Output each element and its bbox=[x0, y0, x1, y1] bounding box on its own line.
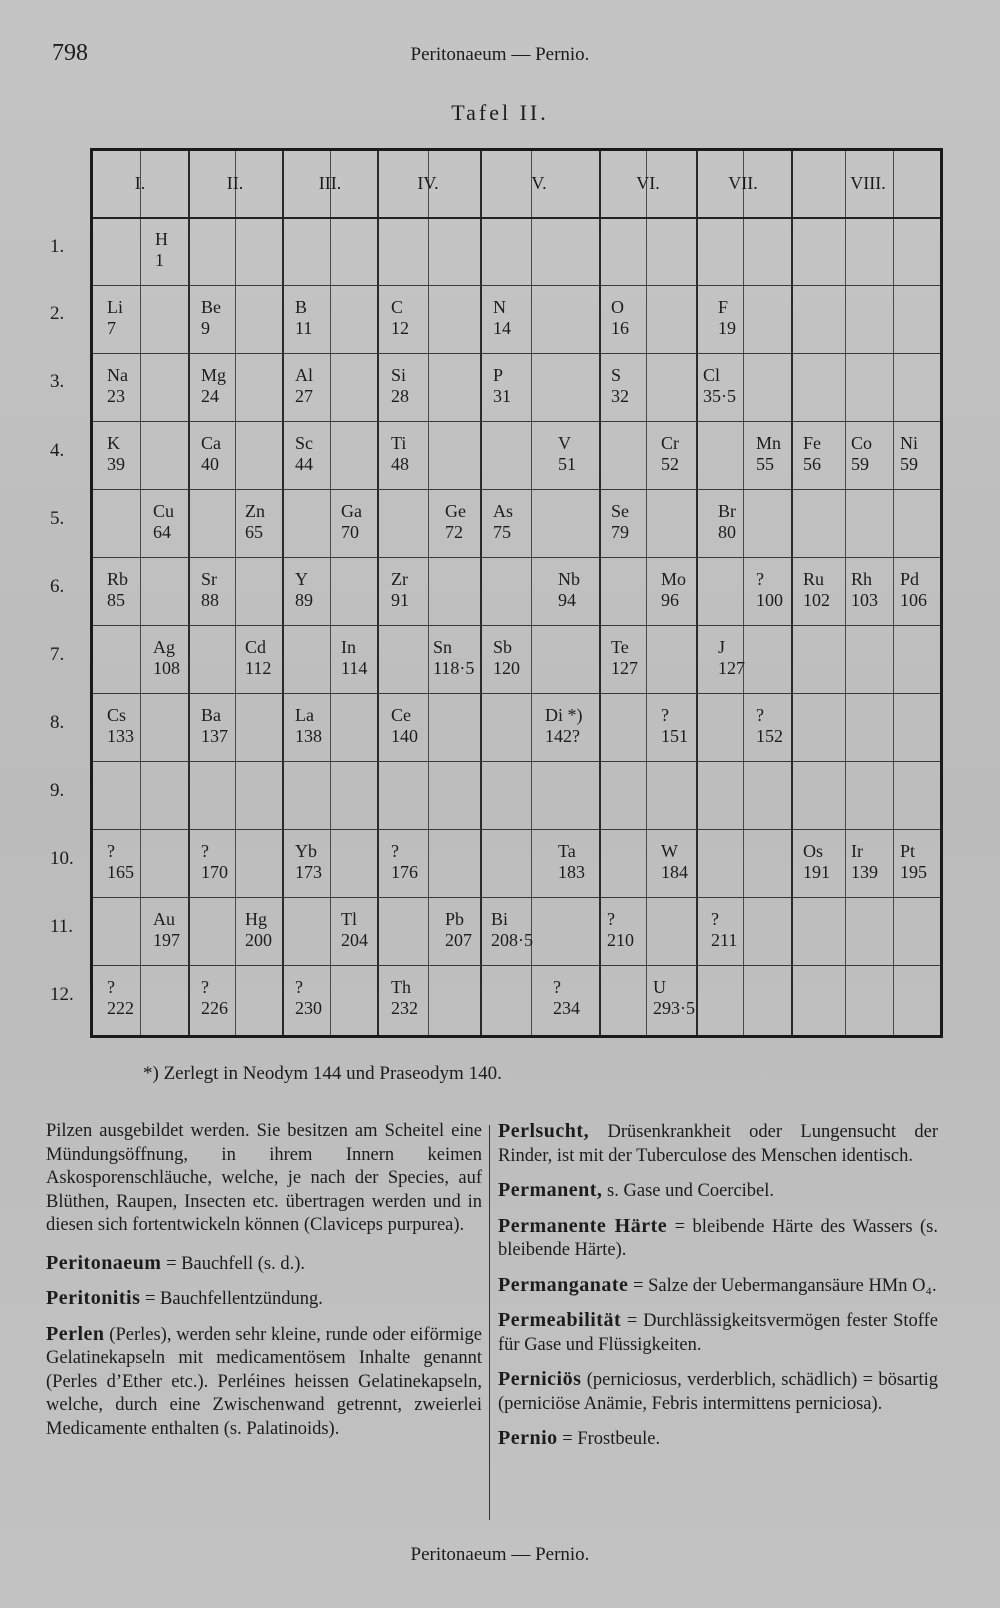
element-cell: Br 80 bbox=[718, 501, 736, 542]
element-cell: ? 152 bbox=[756, 705, 783, 746]
period-label: 12. bbox=[50, 984, 74, 1005]
entry-headword: Perniciös bbox=[498, 1368, 582, 1390]
element-cell: Cu 64 bbox=[153, 501, 175, 542]
period-label: 7. bbox=[50, 644, 65, 665]
period-label: 10. bbox=[50, 848, 74, 869]
element-cell: Li 7 bbox=[107, 297, 123, 338]
period-label: 11. bbox=[50, 916, 74, 937]
element-cell: ? 222 bbox=[107, 977, 134, 1018]
dictionary-entry bbox=[498, 1179, 938, 1204]
entry-headword: Peritonitis bbox=[46, 1287, 141, 1309]
entry-text: = Durchlässigkeitsvermögen fester Stoffe für Gase und Flüssigkeiten. bbox=[498, 1311, 938, 1355]
element-cell: Ir 139 bbox=[851, 841, 878, 882]
element-cell: B 11 bbox=[295, 297, 313, 338]
entry-text: (Perles), werden sehr kleine, runde oder eiförmige Gelatinekapseln mit medicamentösem Inhalte genannt (Perles d’Ether etc.). Perléines heissen Gelatinekapseln, welche, durch eine Zwischenwand getrennt, zweierlei Medicamente enthalten (s. Palatinoids). bbox=[46, 1324, 482, 1439]
element-cell: Zn 65 bbox=[245, 501, 265, 542]
element-cell: Fe 56 bbox=[803, 433, 821, 474]
element-cell: Tl 204 bbox=[341, 909, 368, 950]
entry-headword: Perlsucht, bbox=[498, 1120, 590, 1142]
element-cell: Ru 102 bbox=[803, 569, 830, 610]
period-label: 9. bbox=[50, 780, 65, 801]
element-cell: K 39 bbox=[107, 433, 125, 474]
entry-headword: Permanente Härte bbox=[498, 1214, 668, 1237]
group-header: I. bbox=[134, 173, 146, 193]
element-cell: Mn 55 bbox=[756, 433, 782, 474]
element-cell: Cs 133 bbox=[107, 705, 134, 746]
element-cell: Cd 112 bbox=[245, 637, 272, 678]
element-cell: Ga 70 bbox=[341, 501, 362, 542]
entry-headword: Permanent, bbox=[498, 1179, 603, 1201]
entry-text: Drüsenkrankheit oder Lungensucht der Rinder, ist mit der Tuberculose des Menschen identisch. bbox=[498, 1122, 938, 1166]
element-cell: Sn 118·5 bbox=[433, 637, 475, 678]
element-cell: ? 230 bbox=[295, 977, 322, 1018]
group-header: IV. bbox=[417, 173, 439, 193]
element-cell: ? 210 bbox=[607, 909, 634, 950]
element-cell: Y 89 bbox=[295, 569, 313, 610]
column-divider bbox=[489, 1125, 490, 1520]
table-footnote: *) Zerlegt in Neodym 144 und Praseodym 140. bbox=[143, 1063, 502, 1084]
group-header: VIII. bbox=[850, 173, 886, 193]
element-cell: Ag 108 bbox=[153, 637, 180, 678]
element-cell: Sr 88 bbox=[201, 569, 219, 610]
period-label: 2. bbox=[50, 303, 65, 324]
element-cell: Be 9 bbox=[201, 297, 221, 338]
element-cell: P 31 bbox=[493, 365, 511, 406]
entry-headword: Permeabilität bbox=[498, 1309, 622, 1331]
element-cell: O 16 bbox=[611, 297, 629, 338]
element-cell: J 127 bbox=[718, 637, 745, 678]
element-cell: Ge 72 bbox=[445, 501, 466, 542]
element-cell: Mo 96 bbox=[661, 569, 687, 610]
element-cell: Bi 208·5 bbox=[491, 909, 533, 950]
element-cell: W 184 bbox=[661, 841, 688, 882]
element-cell: Nb 94 bbox=[558, 569, 580, 610]
entry-text: (perniciosus, verderblich, schädlich) = bösartig (perniciöse Anämie, Febris intermittens perniciosa). bbox=[498, 1370, 938, 1414]
continued-paragraph: Pilzen ausgebildet werden. Sie besitzen am Scheitel eine Mündungsöffnung, in ihrem Innern keimen Askosporenschläuche, welche, je nach der Species, auf Blüthen, Raupen, Insecten etc. übertragen werden und in diesen sich fortentwickeln können (Claviceps purpurea). bbox=[46, 1121, 482, 1235]
element-cell: V 51 bbox=[558, 433, 576, 474]
dictionary-entry bbox=[498, 1368, 938, 1416]
element-cell: Pd 106 bbox=[900, 569, 927, 610]
group-header: VII. bbox=[728, 173, 758, 193]
dictionary-entry bbox=[46, 1252, 482, 1277]
period-label: 6. bbox=[50, 576, 65, 597]
element-cell: Di *) 142? bbox=[545, 705, 583, 746]
entry-headword: Permanganate bbox=[498, 1273, 629, 1296]
entry-headword: Perlen bbox=[46, 1322, 105, 1345]
element-cell: Zr 91 bbox=[391, 569, 409, 610]
element-cell: Rh 103 bbox=[851, 569, 878, 610]
element-cell: Te 127 bbox=[611, 637, 638, 678]
group-header: II. bbox=[226, 173, 244, 193]
element-cell: Hg 200 bbox=[245, 909, 272, 950]
dictionary-entry bbox=[46, 1323, 482, 1442]
entry-text: s. Gase und Coercibel. bbox=[602, 1181, 775, 1201]
element-cell: In 114 bbox=[341, 637, 368, 678]
element-cell: As 75 bbox=[493, 501, 514, 542]
entry-text: = Frostbeule. bbox=[557, 1429, 661, 1449]
element-cell: ? 170 bbox=[201, 841, 228, 882]
element-cell: Al 27 bbox=[295, 365, 313, 406]
element-cell: Sc 44 bbox=[295, 433, 313, 474]
right-column bbox=[498, 1120, 938, 1463]
dictionary-entry bbox=[498, 1215, 938, 1263]
group-header: VI. bbox=[636, 173, 660, 193]
element-cell: Pt 195 bbox=[900, 841, 927, 882]
entry-text: = Bauchfellentzündung. bbox=[140, 1289, 323, 1309]
element-cell: Ca 40 bbox=[201, 433, 221, 474]
element-cell: Cr 52 bbox=[661, 433, 679, 474]
element-cell: S 32 bbox=[611, 365, 629, 406]
element-cell: ? 151 bbox=[661, 705, 688, 746]
period-label: 1. bbox=[50, 236, 65, 257]
element-cell: Rb 85 bbox=[107, 569, 129, 610]
table-title: Tafel II. bbox=[451, 100, 549, 125]
element-cell: Mg 24 bbox=[201, 365, 227, 406]
element-cell: Si 28 bbox=[391, 365, 409, 406]
group-header: V. bbox=[531, 173, 547, 193]
entry-text: = Bauchfell (s. d.). bbox=[161, 1253, 305, 1274]
element-cell: Ba 137 bbox=[201, 705, 228, 746]
dictionary-entry bbox=[498, 1120, 938, 1168]
element-cell: Ni 59 bbox=[900, 433, 918, 474]
element-cell: Co 59 bbox=[851, 433, 873, 474]
periodic-table bbox=[90, 148, 943, 1038]
left-column bbox=[46, 1120, 482, 1452]
element-cell: ? 165 bbox=[107, 841, 134, 882]
element-cell: C 12 bbox=[391, 297, 409, 338]
running-foot: Peritonaeum — Pernio. bbox=[410, 1544, 590, 1565]
element-cell: Os 191 bbox=[803, 841, 830, 882]
element-cell: Se 79 bbox=[611, 501, 629, 542]
dictionary-entry bbox=[498, 1274, 938, 1299]
entry-text: = bleibende Härte des Wassers (s. bleibende Härte). bbox=[498, 1216, 939, 1260]
element-cell: Ti 48 bbox=[391, 433, 409, 474]
element-cell: Ta 183 bbox=[558, 841, 585, 882]
element-cell: N 14 bbox=[493, 297, 511, 338]
dictionary-entry bbox=[46, 1287, 482, 1312]
element-cell: La 138 bbox=[295, 705, 322, 746]
element-cell: Cl 35·5 bbox=[703, 365, 736, 406]
period-label: 8. bbox=[50, 712, 65, 733]
element-cell: Yb 173 bbox=[295, 841, 322, 882]
dictionary-entry bbox=[498, 1427, 938, 1452]
dictionary-entry bbox=[498, 1309, 938, 1357]
group-header: III. bbox=[318, 173, 342, 193]
entry-headword: Pernio bbox=[498, 1427, 558, 1449]
running-head: Peritonaeum — Pernio. bbox=[410, 44, 590, 65]
element-cell: Th 232 bbox=[391, 977, 418, 1018]
element-cell: ? 100 bbox=[756, 569, 783, 610]
period-label: 4. bbox=[50, 440, 65, 461]
entry-text: = Salze der Uebermangansäure HMn O₄. bbox=[628, 1275, 937, 1296]
page-number: 798 bbox=[52, 40, 88, 66]
element-cell: Sb 120 bbox=[493, 637, 520, 678]
element-cell: ? 211 bbox=[711, 909, 738, 950]
element-cell: ? 234 bbox=[553, 977, 580, 1018]
period-label: 3. bbox=[50, 371, 65, 392]
element-cell: Na 23 bbox=[107, 365, 128, 406]
element-cell: Ce 140 bbox=[391, 705, 418, 746]
element-cell: U 293·5 bbox=[653, 977, 695, 1018]
element-cell: H 1 bbox=[155, 229, 168, 270]
element-cell: ? 226 bbox=[201, 977, 228, 1018]
period-label: 5. bbox=[50, 508, 65, 529]
element-cell: Au 197 bbox=[153, 909, 180, 950]
element-cell: Pb 207 bbox=[445, 909, 472, 950]
element-cell: F 19 bbox=[718, 297, 736, 338]
element-cell: ? 176 bbox=[391, 841, 418, 882]
entry-headword: Peritonaeum bbox=[46, 1251, 162, 1274]
